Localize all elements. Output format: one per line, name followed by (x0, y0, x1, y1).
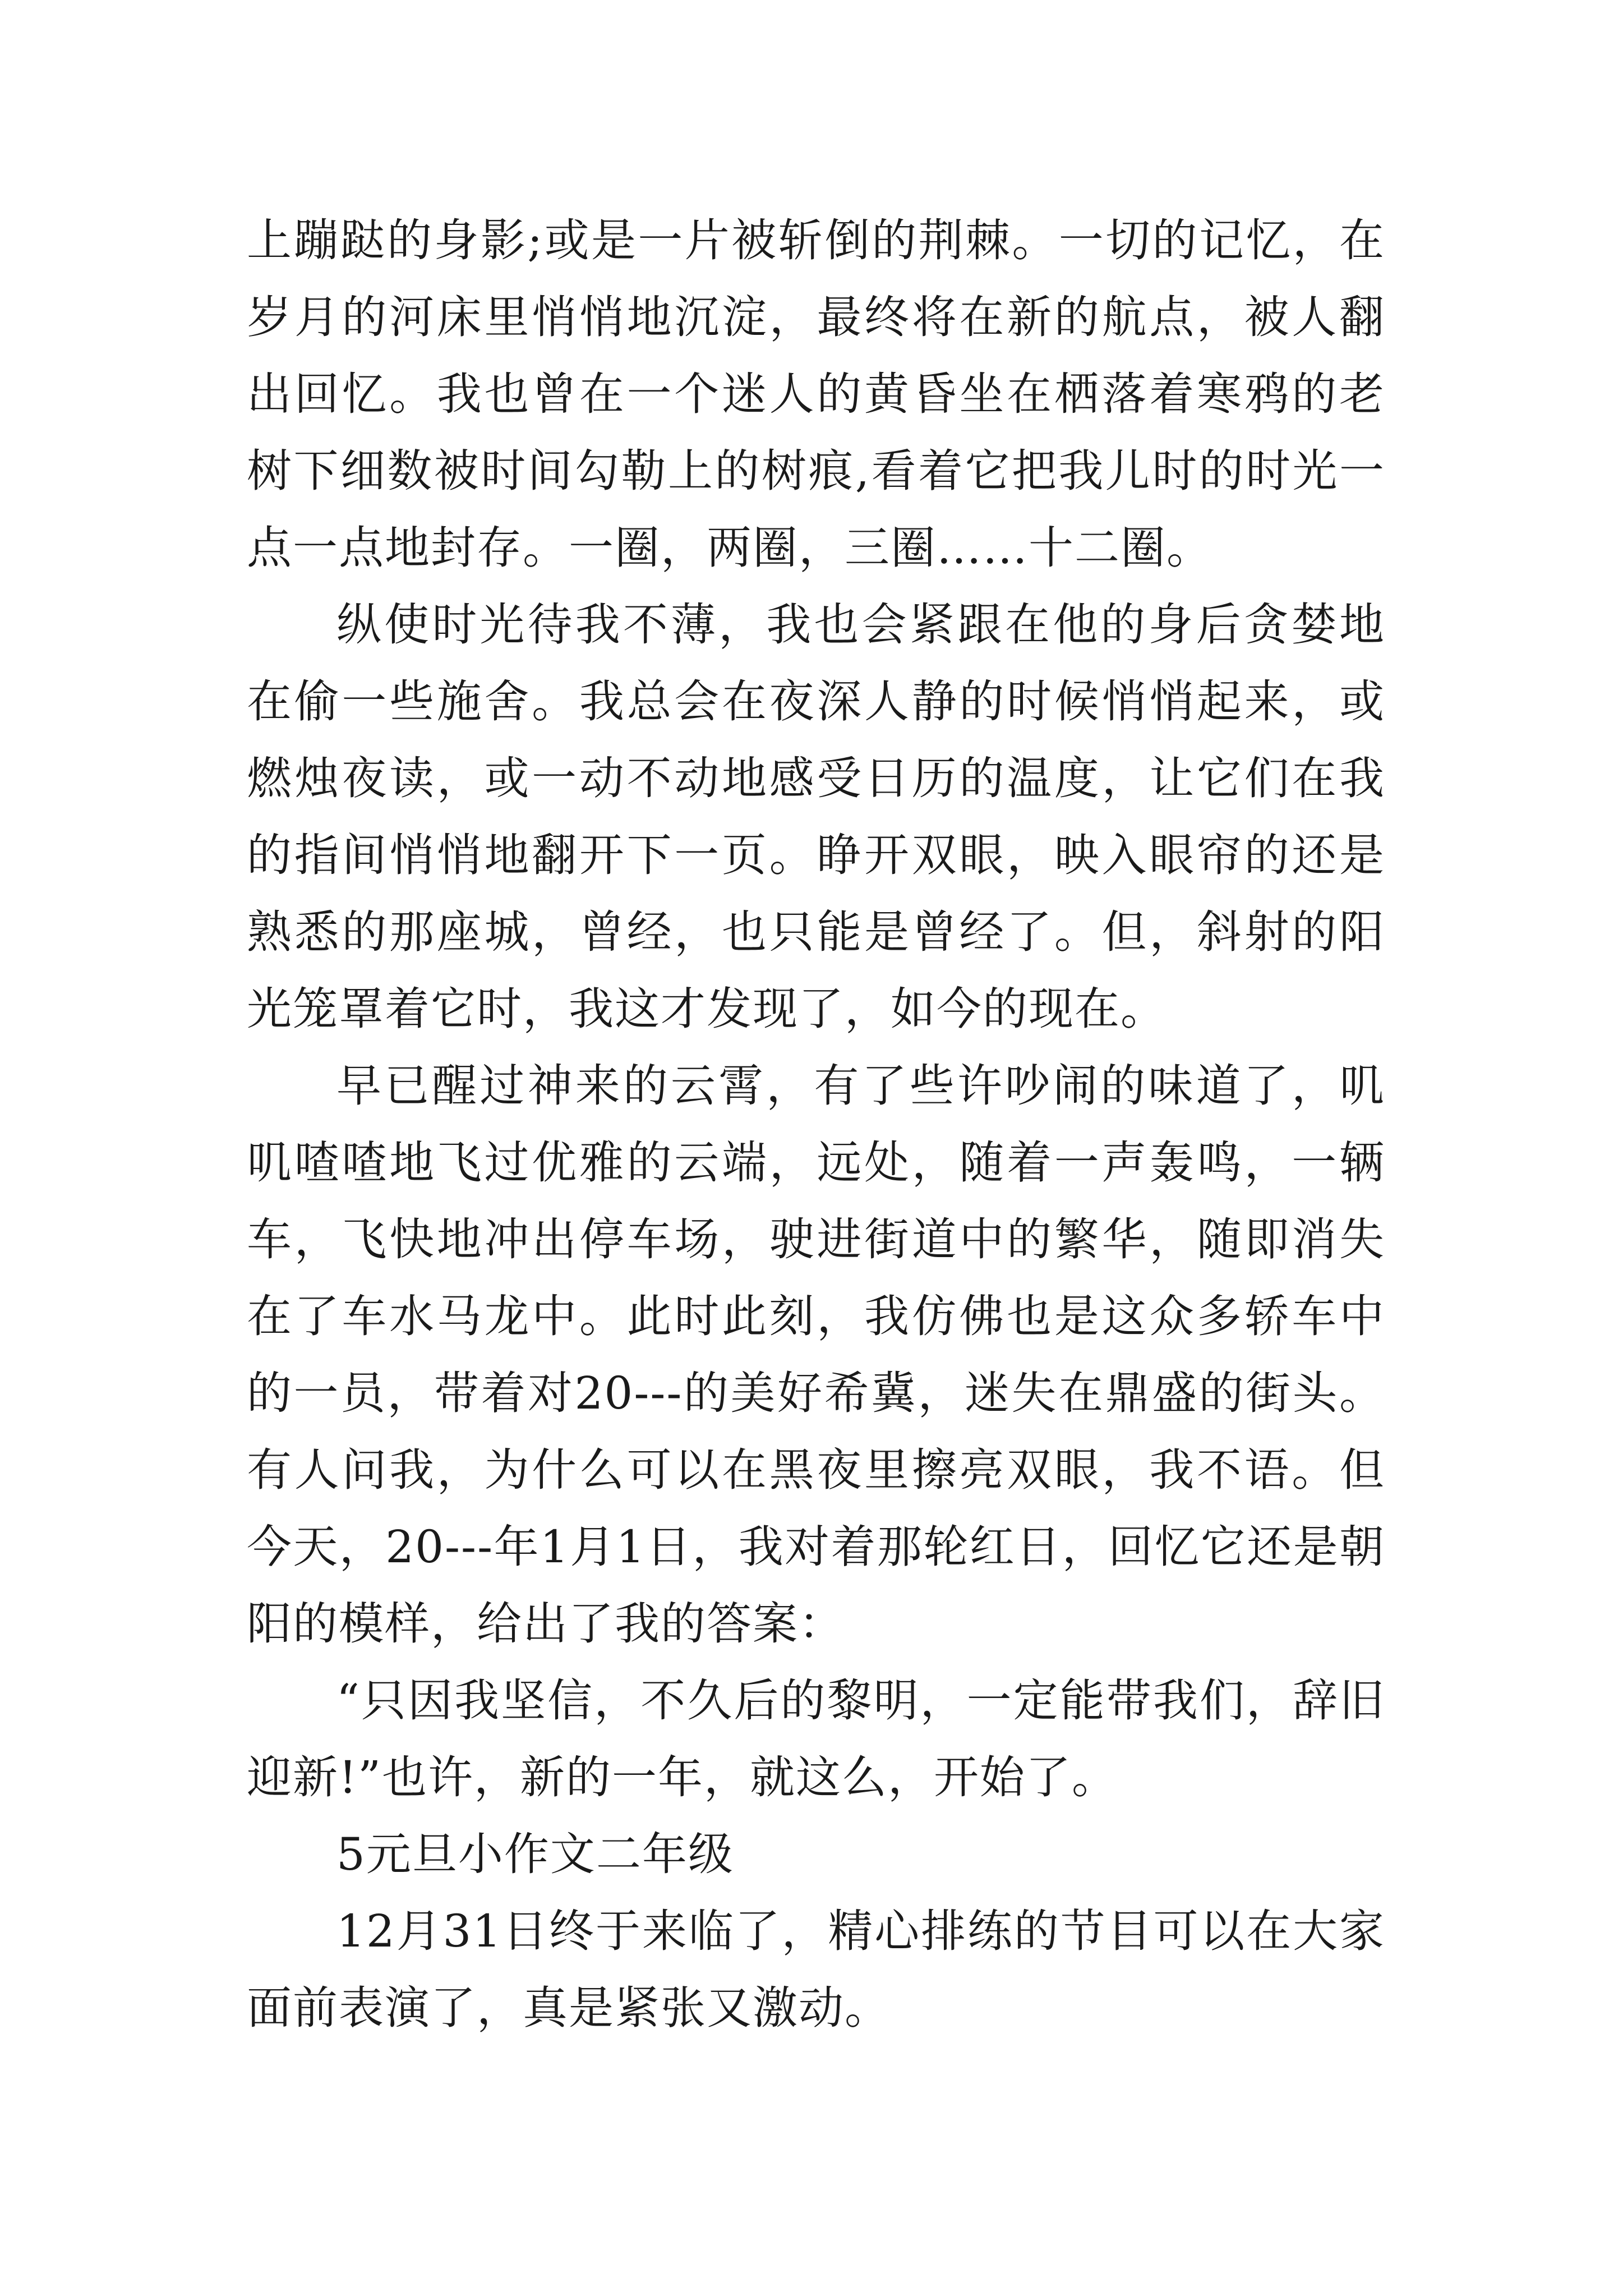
paragraph-time: 纵使时光待我不薄，我也会紧跟在他的身后贪婪地在偷一些施舍。我总会在夜深人静的时候悄悄起来，或燃烛夜读，或一动不动地感受日历的温度，让它们在我的指间悄悄地翻开下一页。睁开双眼，映入眼帘的还是熟悉的那座城，曾经，也只能是曾经了。但，斜射的阳光笼罩着它时，我这才发现了，如今的现在。 (247, 599, 1385, 1035)
section-heading: 5元旦小作文二年级 (336, 1828, 734, 1880)
paragraph-morning: 早已醒过神来的云霄，有了些许吵闹的味道了，叽叽喳喳地飞过优雅的云端，远处，随着一声轰鸣，一辆车，飞快地冲出停车场，驶进街道中的繁华，随即消失在了车水马龙中。此时此刻，我仿佛也是这众多轿车中的一员，带着对20---的美好希冀，迷失在鼎盛的街头。有人问我，为什么可以在黑夜里擦亮双眼，我不语。但今天，20---年1月1日，我对着那轮红日，回忆它还是朝阳的模样，给出了我的答案： (247, 1060, 1385, 1650)
paragraph-memories: 上蹦跶的身影;或是一片被斩倒的荆棘。一切的记忆，在岁月的河床里悄悄地沉淀，最终将在新的航点，被人翻出回忆。我也曾在一个迷人的黄昏坐在栖落着寒鸦的老树下细数被时间勾勒上的树痕,看着它把我儿时的时光一点一点地封存。一圈，两圈，三圈……十二圈。 (247, 214, 1385, 574)
document-page (247, 202, 1385, 2046)
paragraph-new-year-eve: 12月31日终于来临了，精心排练的节目可以在大家面前表演了，真是紧张又激动。 (247, 1905, 1385, 2034)
paragraph-quote: “只因我坚信，不久后的黎明，一定能带我们，辞旧迎新!”也许，新的一年，就这么，开始了。 (247, 1674, 1385, 1803)
